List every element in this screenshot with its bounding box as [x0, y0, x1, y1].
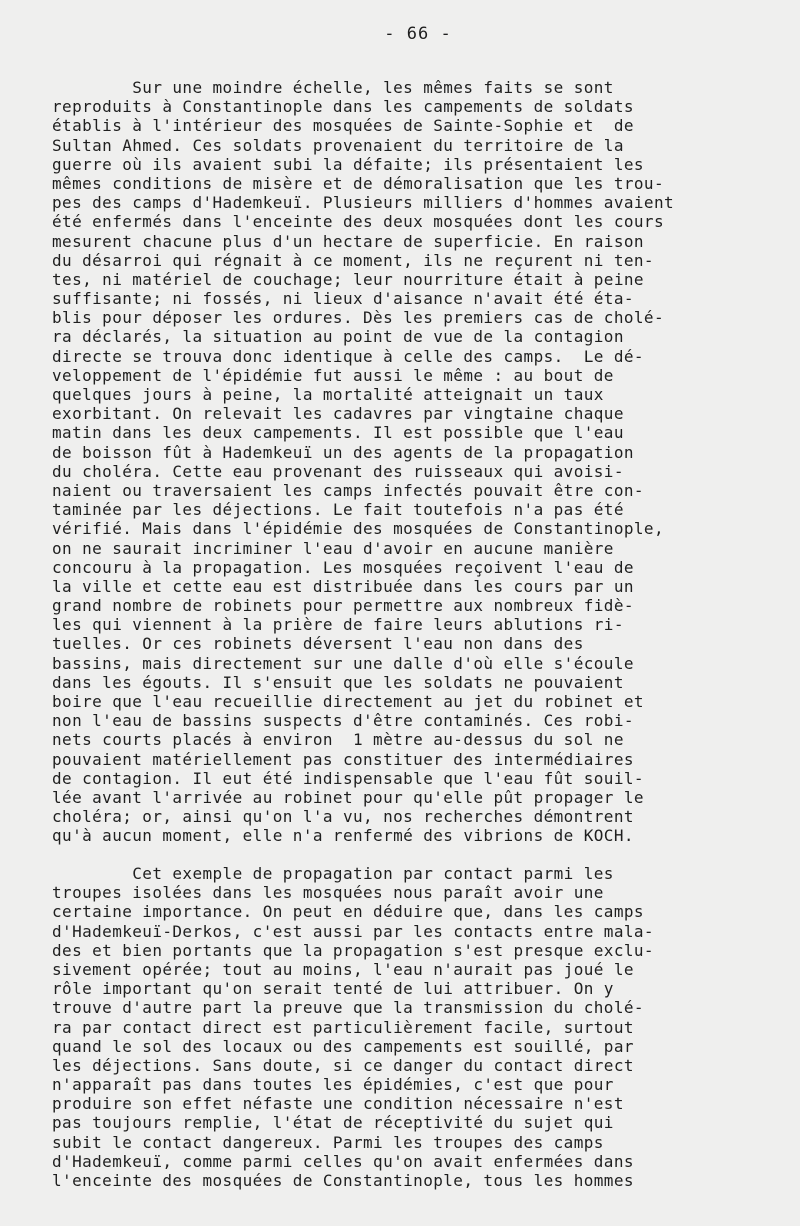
- text-line: directe se trouva donc identique à celle des camps. Le dé-: [52, 346, 644, 366]
- text-line: les déjections. Sans doute, si ce danger du contact direct: [52, 1055, 634, 1075]
- page-number: - 66 -: [384, 24, 452, 44]
- text-line: Sur une moindre échelle, les mêmes faits se sont: [52, 78, 614, 97]
- text-line: de contagion. Il eut été indispensable que l'eau fût souil-: [52, 768, 644, 788]
- text-line: on ne saurait incriminer l'eau d'avoir en aucune manière: [52, 538, 614, 558]
- text-line: mêmes conditions de misère et de démoralisation que les trou-: [52, 173, 665, 193]
- text-line: qu'à aucun moment, elle n'a renfermé des vibrions de KOCH.: [52, 826, 634, 846]
- text-line: choléra; or, ainsi qu'on l'a vu, nos recherches démontrent: [52, 807, 634, 827]
- text-line: des et bien portants que la propagation s'est presque exclu-: [52, 940, 654, 960]
- text-line: trouve d'autre part la preuve que la transmission du cholé-: [52, 998, 644, 1018]
- text-line: sivement opérée; tout au moins, l'eau n'aurait pas joué le: [52, 959, 634, 979]
- text-line: ra déclarés, la situation au point de vue de la contagion: [52, 327, 624, 347]
- text-line: Cet exemple de propagation par contact parmi les: [52, 864, 614, 883]
- text-line: nets courts placés à environ 1 mètre au-dessus du sol ne: [52, 730, 624, 750]
- text-line: exorbitant. On relevait les cadavres par vingtaine chaque: [52, 404, 624, 424]
- text-line: taminée par les déjections. Le fait toutefois n'a pas été: [52, 500, 624, 520]
- text-line: établis à l'intérieur des mosquées de Sainte-Sophie et de: [52, 116, 634, 136]
- text-line: mesurent chacune plus d'un hectare de superficie. En raison: [52, 231, 644, 251]
- text-line: pouvaient matériellement pas constituer des intermédiaires: [52, 749, 634, 769]
- text-line: de boisson fût à Hademkeuï un des agents de la propagation: [52, 442, 634, 462]
- text-line: du choléra. Cette eau provenant des ruisseaux qui avoisi-: [52, 461, 624, 481]
- text-line: d'Hademkeuï-Derkos, c'est aussi par les contacts entre mala-: [52, 921, 654, 941]
- text-line: boire que l'eau recueillie directement au jet du robinet et: [52, 692, 644, 711]
- text-line: la ville et cette eau est distribuée dans les cours par un: [52, 576, 634, 596]
- text-line: veloppement de l'épidémie fut aussi le même : au bout de: [52, 365, 614, 385]
- text-line: troupes isolées dans les mosquées nous paraît avoir une: [52, 883, 604, 903]
- text-line: non l'eau de bassins suspects d'être contaminés. Ces robi-: [52, 711, 634, 731]
- text-line: l'enceinte des mosquées de Constantinople, tous les hommes: [52, 1171, 634, 1190]
- text-line: dans les égouts. Il s'ensuit que les soldats ne pouvaient: [52, 672, 624, 692]
- text-line: guerre où ils avaient subi la défaite; ils présentaient les: [52, 154, 644, 174]
- paragraph-2: [52, 864, 752, 1190]
- text-line: lée avant l'arrivée au robinet pour qu'elle pût propager le: [52, 787, 644, 807]
- text-line: reproduits à Constantinople dans les campements de soldats: [52, 97, 634, 117]
- text-line: pas toujours remplie, l'état de réceptivité du sujet qui: [52, 1113, 614, 1133]
- text-line: quand le sol des locaux ou des campements est souillé, par: [52, 1036, 634, 1056]
- text-line: certaine importance. On peut en déduire que, dans les camps: [52, 902, 644, 922]
- text-line: naient ou traversaient les camps infectés pouvait être con-: [52, 480, 644, 500]
- text-line: grand nombre de robinets pour permettre aux nombreux fidè-: [52, 596, 634, 616]
- text-line: tuelles. Or ces robinets déversent l'eau non dans des: [52, 634, 584, 654]
- text-line: concouru à la propagation. Les mosquées reçoivent l'eau de: [52, 557, 634, 577]
- text-line: d'Hademkeuï, comme parmi celles qu'on avait enfermées dans: [52, 1151, 634, 1171]
- text-line: vérifié. Mais dans l'épidémie des mosquées de Constantinople,: [52, 519, 665, 539]
- text-line: quelques jours à peine, la mortalité atteignait un taux: [52, 385, 604, 404]
- text-line: produire son effet néfaste une condition nécessaire n'est: [52, 1094, 624, 1114]
- text-line: été enfermés dans l'enceinte des deux mosquées dont les cours: [52, 212, 665, 232]
- text-line: subit le contact dangereux. Parmi les troupes des camps: [52, 1132, 604, 1152]
- text-line: du désarroi qui régnait à ce moment, ils ne reçurent ni ten-: [52, 250, 654, 270]
- text-line: Sultan Ahmed. Ces soldats provenaient du territoire de la: [52, 135, 624, 155]
- text-line: n'apparaît pas dans toutes les épidémies, c'est que pour: [52, 1075, 614, 1095]
- text-line: suffisante; ni fossés, ni lieux d'aisance n'avait été éta-: [52, 289, 634, 309]
- text-line: tes, ni matériel de couchage; leur nourriture était à peine: [52, 269, 644, 289]
- text-line: matin dans les deux campements. Il est possible que l'eau: [52, 423, 624, 443]
- text-line: blis pour déposer les ordures. Dès les premiers cas de cholé-: [52, 308, 665, 328]
- text-line: pes des camps d'Hademkeuï. Plusieurs milliers d'hommes avaient: [52, 193, 675, 213]
- text-line: rôle important qu'on serait tenté de lui attribuer. On y: [52, 979, 614, 999]
- paragraph-1: [52, 78, 752, 846]
- text-line: ra par contact direct est particulièrement facile, surtout: [52, 1017, 634, 1037]
- text-line: les qui viennent à la prière de faire leurs ablutions ri-: [52, 615, 624, 635]
- text-line: bassins, mais directement sur une dalle d'où elle s'écoule: [52, 653, 634, 673]
